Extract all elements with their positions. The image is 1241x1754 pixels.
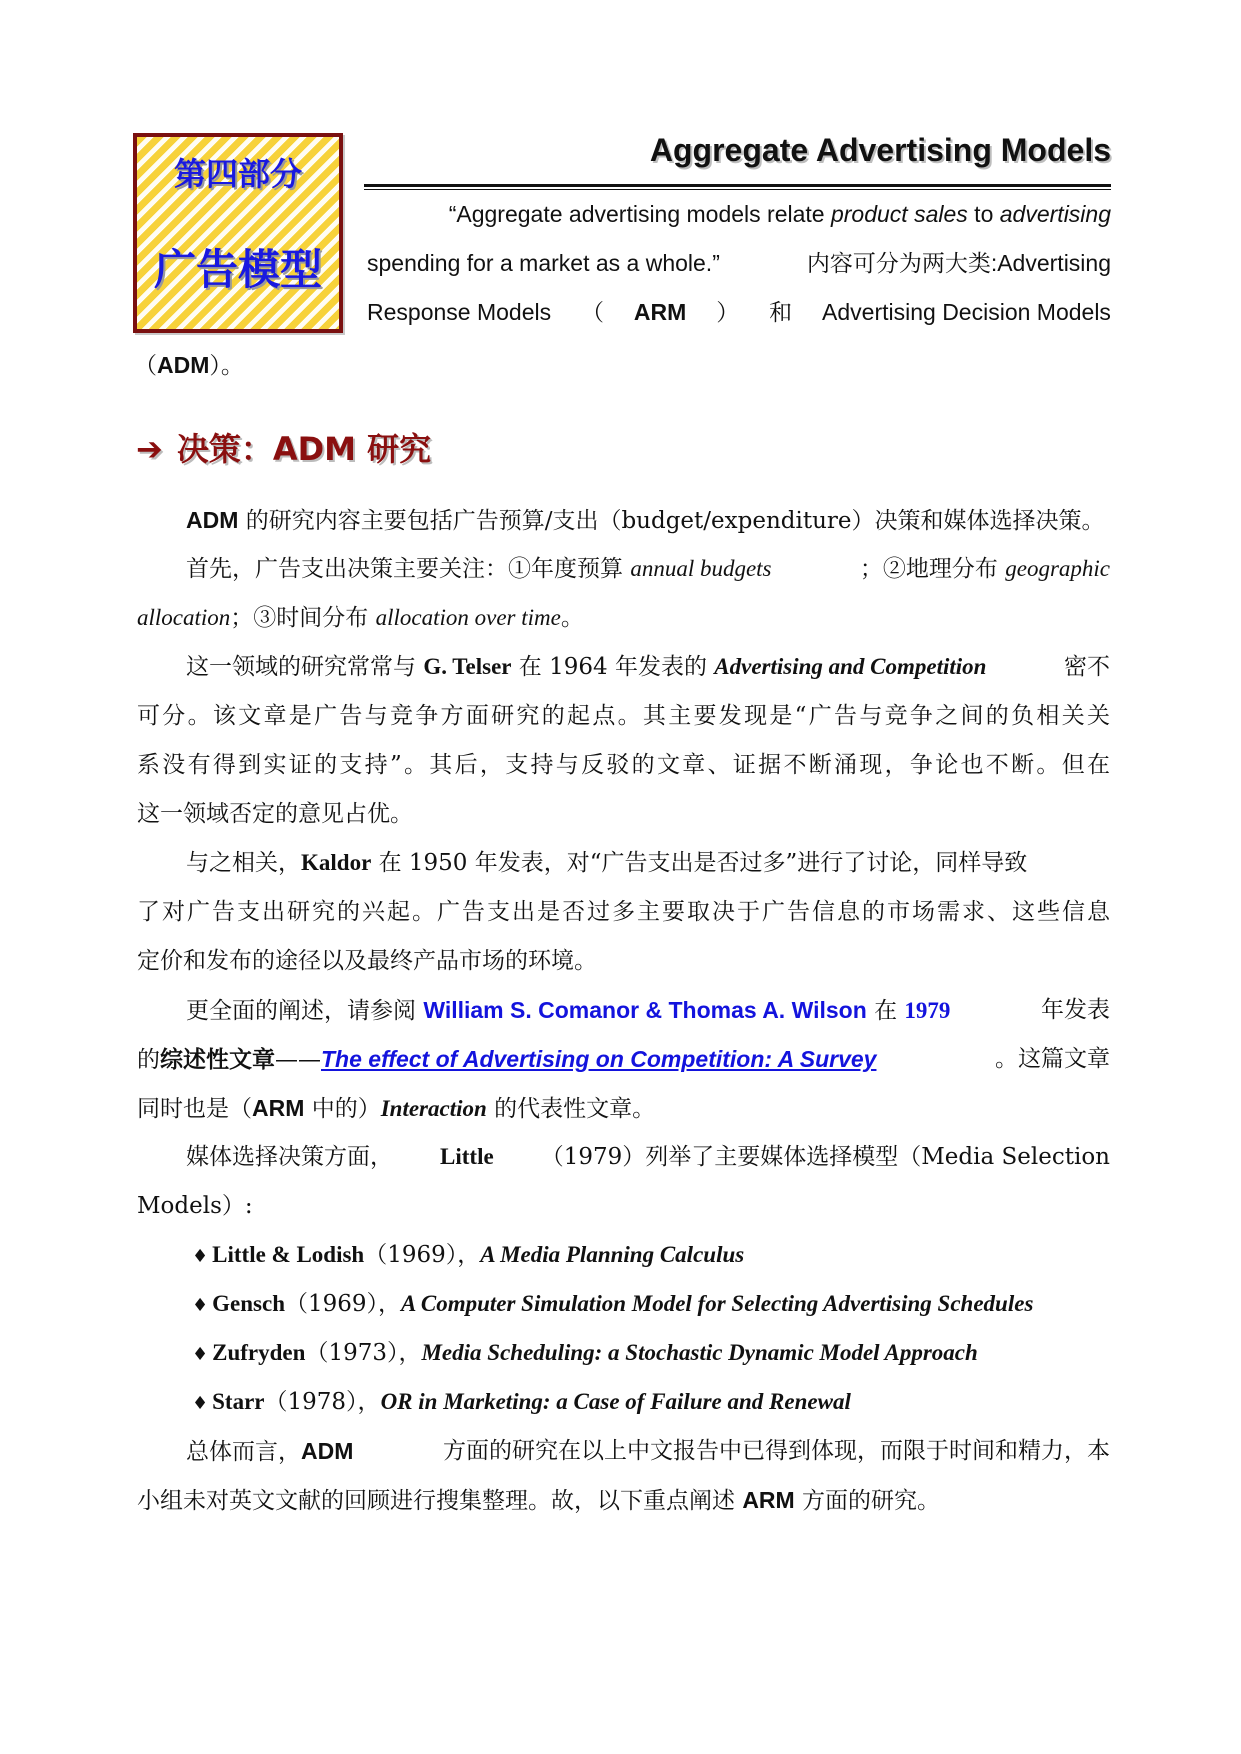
intro-line-4: [134, 347, 244, 383]
year-1979: 1979: [904, 998, 951, 1023]
diamond-bullet-icon: ♦: [192, 1393, 209, 1414]
intro-acronym-adm: ADM: [157, 352, 210, 378]
acronym-adm: ADM: [301, 1438, 354, 1464]
badge-topic-label: 广告模型: [153, 245, 322, 294]
model-author: Starr: [212, 1389, 265, 1414]
body-text: 同时也是（: [137, 1096, 252, 1122]
model-title: Media Scheduling: a Stochastic Dynamic Model Approach: [421, 1340, 978, 1365]
p4-line-3: [137, 1088, 1110, 1128]
body-text: 的代表性文章。: [486, 1096, 656, 1122]
body-text: 方面的研究在以上中文报告中已得到体现，而限于时间和精力，本: [443, 1438, 1110, 1464]
p4-line-1: [186, 990, 1110, 1030]
interaction-term: Interaction: [380, 1096, 487, 1121]
body-text: 密不: [1064, 654, 1110, 680]
model-year: （1969），: [284, 1291, 402, 1317]
body-italic: allocation: [137, 605, 231, 630]
intro-acronym-arm: ARM: [633, 299, 687, 325]
intro-line-2: [367, 245, 1111, 281]
author-little: Little: [440, 1144, 494, 1169]
body-text: 的研究内容主要包括广告预算/支出（budget/expenditure）决策和媒体选择决策。: [238, 508, 1105, 534]
body-text: 在: [866, 998, 905, 1024]
intro-emphasis: advertising: [999, 201, 1111, 227]
author-telser: G. Telser: [423, 654, 512, 679]
diamond-bullet-icon: ♦: [192, 1246, 209, 1267]
body-text: （1979）列举了主要媒体选择模型（Media Selection: [540, 1144, 1110, 1170]
model-year: （1978），: [264, 1389, 381, 1415]
body-text: 小组未对英文文献的回顾进行搜集整理。故，以下重点阐述: [137, 1488, 743, 1514]
body-text: 这一领域的研究常常与: [186, 654, 424, 680]
p3-line-3: 定价和发布的途径以及最终产品市场的环境。: [137, 948, 597, 974]
intro-text: （: [134, 352, 157, 378]
body-text: 中的）: [304, 1096, 381, 1122]
p5-line-1: [186, 1137, 1110, 1177]
chapter-badge: [133, 133, 343, 333]
intro-line-3: [367, 294, 1111, 330]
model-author: Little & Lodish: [212, 1242, 365, 1267]
intro-text: 和: [769, 299, 793, 325]
p6-line-2: [137, 1480, 1110, 1520]
body-italic: geographic: [1005, 556, 1110, 581]
acronym-adm: ADM: [186, 507, 239, 533]
intro-text: ）。: [209, 352, 244, 378]
list-item: [192, 1333, 1110, 1373]
intro-text: Advertising Decision Models: [822, 299, 1111, 325]
body-text: ——: [275, 1047, 321, 1073]
body-italic: allocation over time: [375, 605, 561, 630]
section-heading-label: 决策：ADM 研究: [176, 430, 432, 468]
body-text: 首先，广告支出决策主要关注：①年度预算: [186, 556, 631, 582]
intro-text: ）: [716, 299, 740, 325]
intro-text: （: [581, 299, 605, 325]
p5-line-2: Models）:: [137, 1193, 253, 1219]
p2-line-2: 可分。该文章是广告与竞争方面研究的起点。其主要发现是“广告与竞争之间的负相关关: [137, 703, 1110, 729]
model-year: （1969），: [364, 1242, 481, 1268]
body-text: ；③时间分布: [230, 605, 376, 631]
body-text: 媒体选择决策方面，: [186, 1144, 393, 1170]
model-author: Zufryden: [212, 1340, 306, 1365]
body-text: 更全面的阐述，请参阅: [186, 998, 424, 1024]
paper-title: Advertising and Competition: [714, 654, 987, 679]
body-text: 与之相关，: [186, 850, 301, 876]
intro-text: Response Models: [367, 299, 552, 325]
diamond-bullet-icon: ♦: [192, 1295, 209, 1316]
p1-line-3: [137, 598, 1110, 638]
model-title: OR in Marketing: a Case of Failure and Renewal: [380, 1389, 851, 1414]
badge-part-label: 第四部分: [173, 155, 302, 193]
acronym-arm: ARM: [742, 1487, 795, 1513]
model-title: A Computer Simulation Model for Selecting Advertising Schedules: [401, 1291, 1034, 1316]
author-comanor-wilson: William S. Comanor & Thomas A. Wilson: [423, 997, 867, 1023]
model-title: A Media Planning Calculus: [480, 1242, 745, 1267]
body-text: 年发表: [1041, 997, 1110, 1023]
p3-line-1: [186, 843, 1110, 883]
p1-line-1: [186, 500, 1110, 540]
body-text: 的: [137, 1047, 160, 1073]
body-text: 总体而言，: [186, 1439, 301, 1465]
right-arrow-icon: ➔: [136, 430, 163, 468]
list-item: [192, 1284, 1110, 1324]
p2-line-4: 这一领域否定的意见占优。: [137, 801, 413, 827]
list-item: [192, 1382, 1110, 1422]
intro-text: to: [967, 201, 1000, 227]
intro-text: spending for a market as a whole.”: [367, 250, 720, 276]
body-italic: annual budgets: [630, 556, 772, 581]
body-text: 方面的研究。: [794, 1488, 941, 1514]
intro-line-1: [367, 196, 1111, 232]
p2-line-1: [186, 647, 1110, 687]
survey-paper-link[interactable]: The effect of Advertising on Competition: A Survey: [321, 1046, 877, 1072]
p6-line-1: [186, 1431, 1110, 1471]
page-title: Aggregate Advertising Models: [649, 132, 1111, 168]
body-text: 。: [560, 605, 584, 631]
section-heading: [136, 424, 431, 470]
review-label: 综述性文章: [160, 1046, 275, 1073]
intro-text: “Aggregate advertising models relate: [448, 201, 831, 227]
model-year: （1973），: [305, 1340, 422, 1366]
body-text: 在 1950 年发表，对“广告支出是否过多”进行了讨论，同样导致: [371, 850, 1028, 876]
body-text: ；②地理分布: [859, 556, 1006, 582]
title-rule-thick: [364, 184, 1111, 187]
body-text: 在 1964 年发表的: [511, 654, 715, 680]
p3-line-2: 了对广告支出研究的兴起。广告支出是否过多主要取决于广告信息的市场需求、这些信息: [137, 899, 1110, 925]
acronym-arm: ARM: [252, 1095, 305, 1121]
p1-line-2: [186, 549, 1110, 589]
model-author: Gensch: [212, 1291, 285, 1316]
intro-emphasis: product sales: [830, 201, 968, 227]
title-rule-thin: [364, 189, 1111, 190]
diamond-bullet-icon: ♦: [192, 1344, 209, 1365]
list-item: [192, 1235, 1110, 1275]
body-text: 。这篇文章: [995, 1046, 1110, 1072]
author-kaldor: Kaldor: [301, 850, 372, 875]
intro-text: 内容可分为两大类:Advertising: [806, 250, 1111, 276]
p4-line-2: [137, 1039, 1110, 1079]
p2-line-3: 系没有得到实证的支持”。其后，支持与反驳的文章、证据不断涌现，争论也不断。但在: [137, 752, 1110, 778]
